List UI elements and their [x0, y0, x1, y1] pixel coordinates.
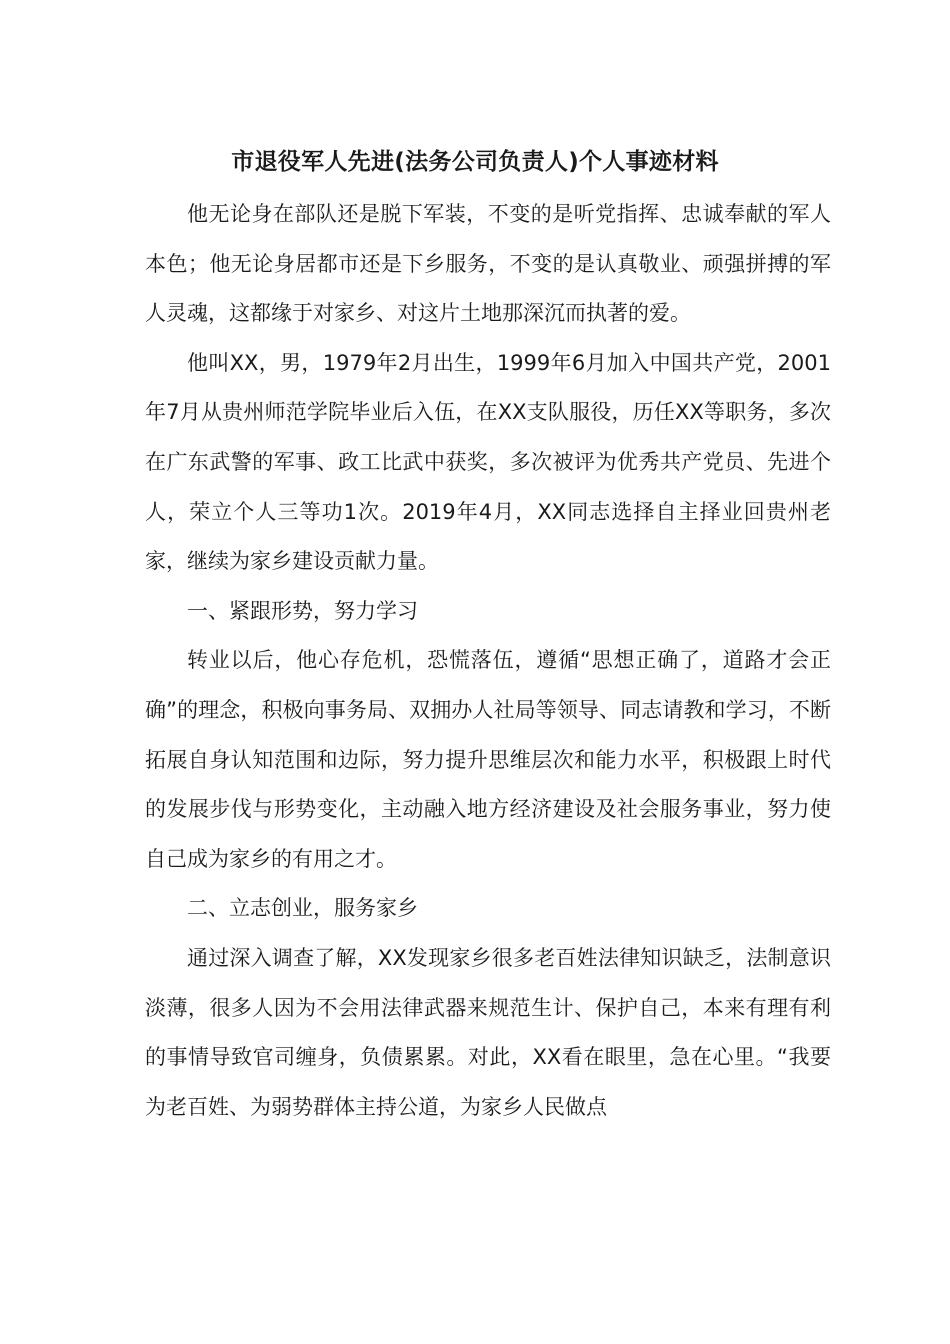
paragraph-biography: 他叫XX，男，1979年2月出生，1999年6月加入中国共产党，2001年7月从贵州师范学院毕业后入伍，在XX支队服役，历任XX等职务，多次在广东武警的军事、政工比武中获奖，多次被评为优秀共产党员、先进个人，荣立个人三等功1次。2019年4月，XX同志选择自主择业回贵州老家，继续为家乡建设贡献力量。 — [145, 350, 831, 574]
paragraph-section-2: 通过深入调查了解，XX发现家乡很多老百姓法律知识缺乏，法制意识淡薄，很多人因为不会用法律武器来规范生计、保护自己，本来有理有利的事情导致官司缠身，负债累累。对此，XX看在眼里，急在心里。“我要为老百姓、为弱势群体主持公道，为家乡人民做点 — [145, 945, 831, 1119]
section-heading-1: 一、紧跟形势，努力学习 — [187, 598, 418, 623]
section-heading-2: 二、立志创业，服务家乡 — [187, 896, 418, 921]
document-title: 市退役军人先进(法务公司负责人)个人事迹材料 — [231, 149, 719, 175]
document-body — [145, 190, 831, 1132]
paragraph-section-1: 转业以后，他心存危机，恐慌落伍，遵循“思想正确了，道路才会正确”的理念，积极向事务局、双拥办人社局等领导、同志请教和学习，不断拓展自身认知范围和边际，努力提升思维层次和能力水平，积极跟上时代的发展步伐与形势变化，主动融入地方经济建设及社会服务事业，努力使自己成为家乡的有用之才。 — [145, 648, 831, 871]
paragraph-intro: 他无论身在部队还是脱下军装，不变的是听党指挥、忠诚奉献的军人本色；他无论身居都市还是下乡服务，不变的是认真敬业、顽强拼搏的军人灵魂，这都缘于对家乡、对这片土地那深沉而执著的爱。 — [145, 202, 831, 326]
